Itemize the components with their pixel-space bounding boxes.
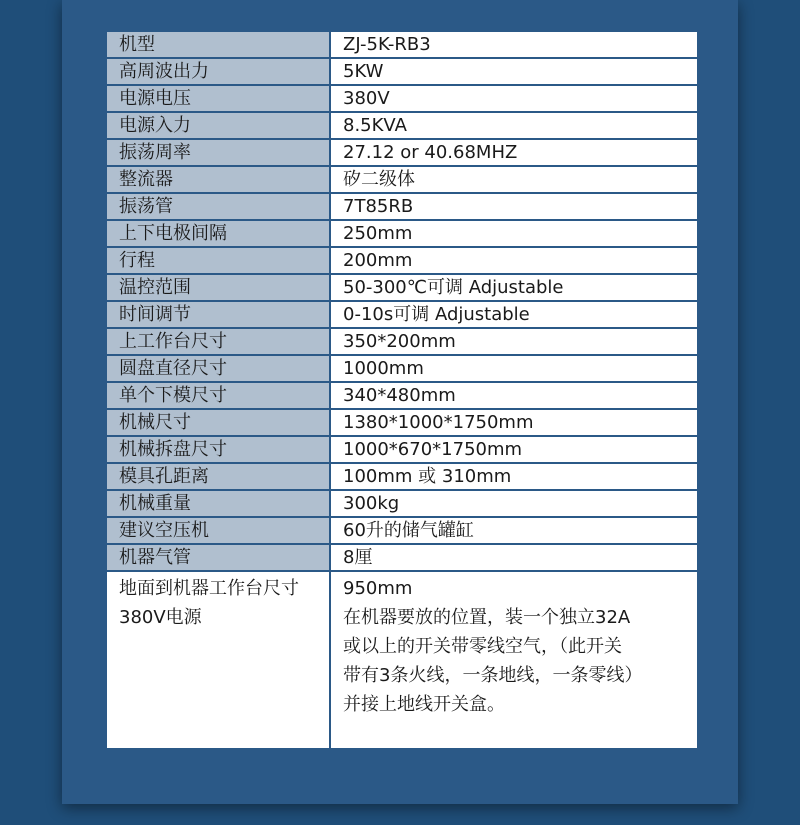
spec-value-line: 在机器要放的位置，装一个独立32A: [343, 607, 631, 628]
spec-label: 模具孔距离: [106, 463, 330, 490]
table-row: [106, 193, 698, 220]
table-row: [106, 490, 698, 517]
table-row: [106, 382, 698, 409]
spec-label: 上工作台尺寸: [106, 328, 330, 355]
table-row: [106, 139, 698, 166]
spec-value: 7T85RB: [330, 193, 698, 220]
spec-value: ZJ-5K-RB3: [330, 31, 698, 58]
spec-table: [105, 30, 699, 750]
table-row: [106, 112, 698, 139]
spec-value-line: 或以上的开关带零线空气，（此开关: [343, 636, 622, 657]
spec-value: 60升的储气罐缸: [330, 517, 698, 544]
table-row: [106, 274, 698, 301]
spec-value: 1380*1000*1750mm: [330, 409, 698, 436]
spec-label: 机械重量: [106, 490, 330, 517]
spec-label: 建议空压机: [106, 517, 330, 544]
spec-label: 机械尺寸: [106, 409, 330, 436]
spec-label: 高周波出力: [106, 58, 330, 85]
table-row: [106, 220, 698, 247]
spec-value: 100mm 或 310mm: [330, 463, 698, 490]
spec-value: 0-10s可调 Adjustable: [330, 301, 698, 328]
spec-value: 矽二级体: [330, 166, 698, 193]
spec-value: 8.5KVA: [330, 112, 698, 139]
table-row-power: [106, 571, 698, 749]
spec-value: 5KW: [330, 58, 698, 85]
spec-label-line: 380V电源: [119, 607, 202, 628]
spec-label: 振荡周率: [106, 139, 330, 166]
spec-value: 340*480mm: [330, 382, 698, 409]
spec-label: 单个下模尺寸: [106, 382, 330, 409]
spec-label: 机型: [106, 31, 330, 58]
table-row: [106, 328, 698, 355]
spec-value: 27.12 or 40.68MHZ: [330, 139, 698, 166]
table-row: [106, 517, 698, 544]
table-row: [106, 247, 698, 274]
spec-value: 300kg: [330, 490, 698, 517]
spec-label-line: 地面到机器工作台尺寸: [119, 578, 299, 599]
table-row: [106, 436, 698, 463]
table-row: [106, 544, 698, 571]
spec-label: 机器气管: [106, 544, 330, 571]
spec-label: 上下电极间隔: [106, 220, 330, 247]
spec-value: 200mm: [330, 247, 698, 274]
spec-label: 机械拆盘尺寸: [106, 436, 330, 463]
spec-label: 振荡管: [106, 193, 330, 220]
spec-label: 圆盘直径尺寸: [106, 355, 330, 382]
spec-label: 整流器: [106, 166, 330, 193]
table-row: [106, 166, 698, 193]
spec-label: 电源入力: [106, 112, 330, 139]
spec-label: 行程: [106, 247, 330, 274]
spec-value-line: 带有3条火线，一条地线，一条零线）: [343, 665, 643, 686]
spec-label: 温控范围: [106, 274, 330, 301]
spec-value-line: 并接上地线开关盒。: [343, 694, 505, 715]
table-row: [106, 301, 698, 328]
spec-value: 250mm: [330, 220, 698, 247]
spec-value: 350*200mm: [330, 328, 698, 355]
spec-label: 电源电压: [106, 85, 330, 112]
table-row: [106, 355, 698, 382]
table-row: [106, 58, 698, 85]
spec-value-line: 950mm: [343, 578, 413, 599]
spec-value: 1000*670*1750mm: [330, 436, 698, 463]
spec-value: 380V: [330, 85, 698, 112]
spec-label: [106, 571, 330, 749]
table-row: [106, 463, 698, 490]
table-row: [106, 85, 698, 112]
spec-value: [330, 571, 698, 749]
spec-label: 时间调节: [106, 301, 330, 328]
spec-value: 1000mm: [330, 355, 698, 382]
table-row: [106, 409, 698, 436]
spec-value: 50-300℃可调 Adjustable: [330, 274, 698, 301]
spec-value: 8厘: [330, 544, 698, 571]
table-row: [106, 31, 698, 58]
